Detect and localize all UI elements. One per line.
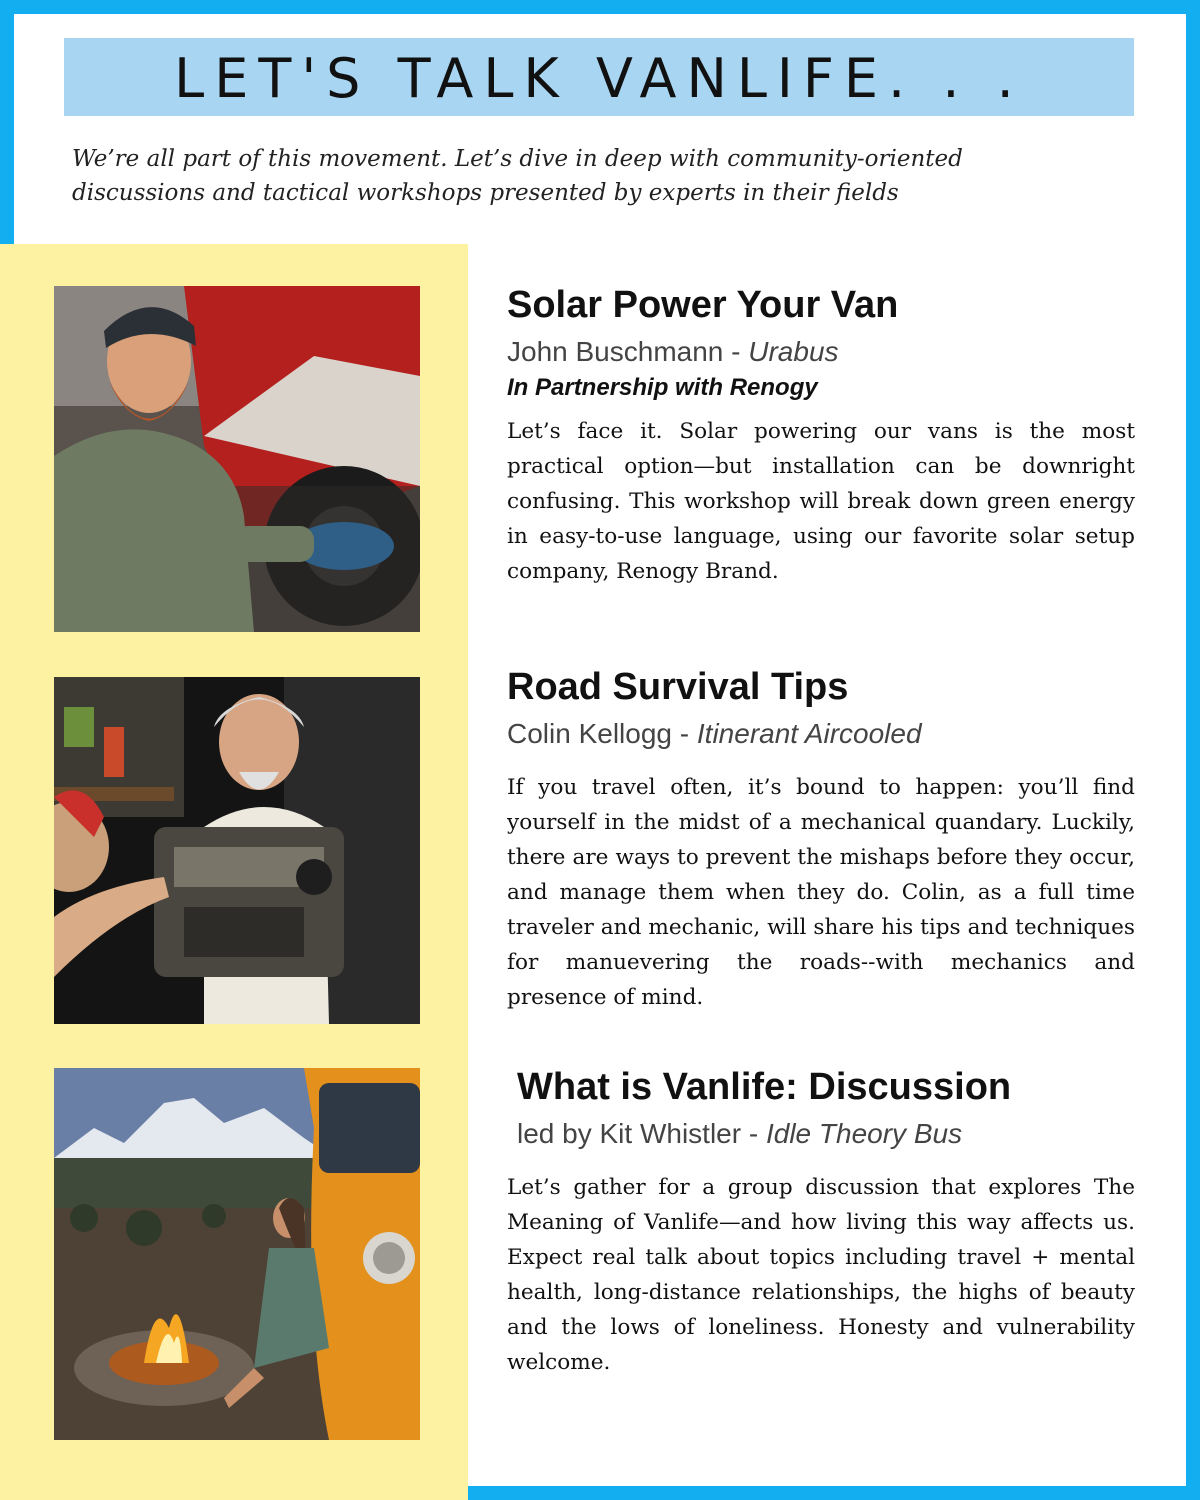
session-partner: In Partnership with Renogy: [507, 374, 818, 401]
speaker-separator: -: [672, 718, 697, 749]
page-title: LET'S TALK VANLIFE. . .: [174, 47, 1024, 110]
speaker-separator: -: [741, 1118, 766, 1149]
campfire-van-photo: [54, 1068, 420, 1440]
session-description: Let’s gather for a group discussion that explores The Meaning of Vanlife—and how living this way affects us. Expect real talk about topics including travel + mental health, long-distance relationships, the highs of beauty and the lows of loneliness. Honesty and vulnerability welcome.: [507, 1175, 1135, 1375]
speaker-name: John Buschmann: [507, 336, 724, 367]
session-speaker-line: [507, 334, 1135, 370]
speaker-org: Itinerant Aircooled: [696, 718, 922, 749]
session-title: Road Survival Tips: [507, 666, 849, 708]
engine-repair-photo: [54, 677, 420, 1024]
session-title: What is Vanlife: Discussion: [517, 1066, 1012, 1108]
session-description: If you travel often, it’s bound to happen: you’ll find yourself in the midst of a mechanical quandary. Luckily, there are ways to prevent the mishaps before they occur, and manage them when they do. Colin, as a full time traveler and mechanic, will share his tips and techniques for manuevering the roads--with mechanics and presence of mind.: [507, 775, 1135, 1010]
title-band: [64, 38, 1134, 116]
speaker-org: Idle Theory Bus: [765, 1118, 963, 1149]
session-vanlife-discussion: [507, 1064, 1135, 1380]
frame-bottom-strip: [468, 1486, 1200, 1500]
session-road-survival: [507, 664, 1135, 1015]
speaker-name: led by Kit Whistler: [517, 1118, 742, 1149]
session-title: Solar Power Your Van: [507, 284, 899, 326]
speaker-org: Urabus: [748, 336, 839, 367]
session-description: Let’s face it. Solar powering our vans is the most practical option—but installation can be downright confusing. This workshop will break down green energy in easy-to-use language, using our favorite solar setup company, Renogy Brand.: [507, 419, 1135, 584]
speaker-separator: -: [723, 336, 749, 367]
session-speaker-line: [507, 1116, 1135, 1152]
speaker-name: Colin Kellogg: [507, 718, 672, 749]
mechanic-photo: [54, 286, 420, 632]
session-solar: [507, 282, 1135, 589]
session-speaker-line: [507, 716, 1135, 752]
intro-text: We’re all part of this movement. Let’s dive in deep with community-oriented discussions and tactical workshops presented by experts in their fields: [72, 146, 963, 206]
